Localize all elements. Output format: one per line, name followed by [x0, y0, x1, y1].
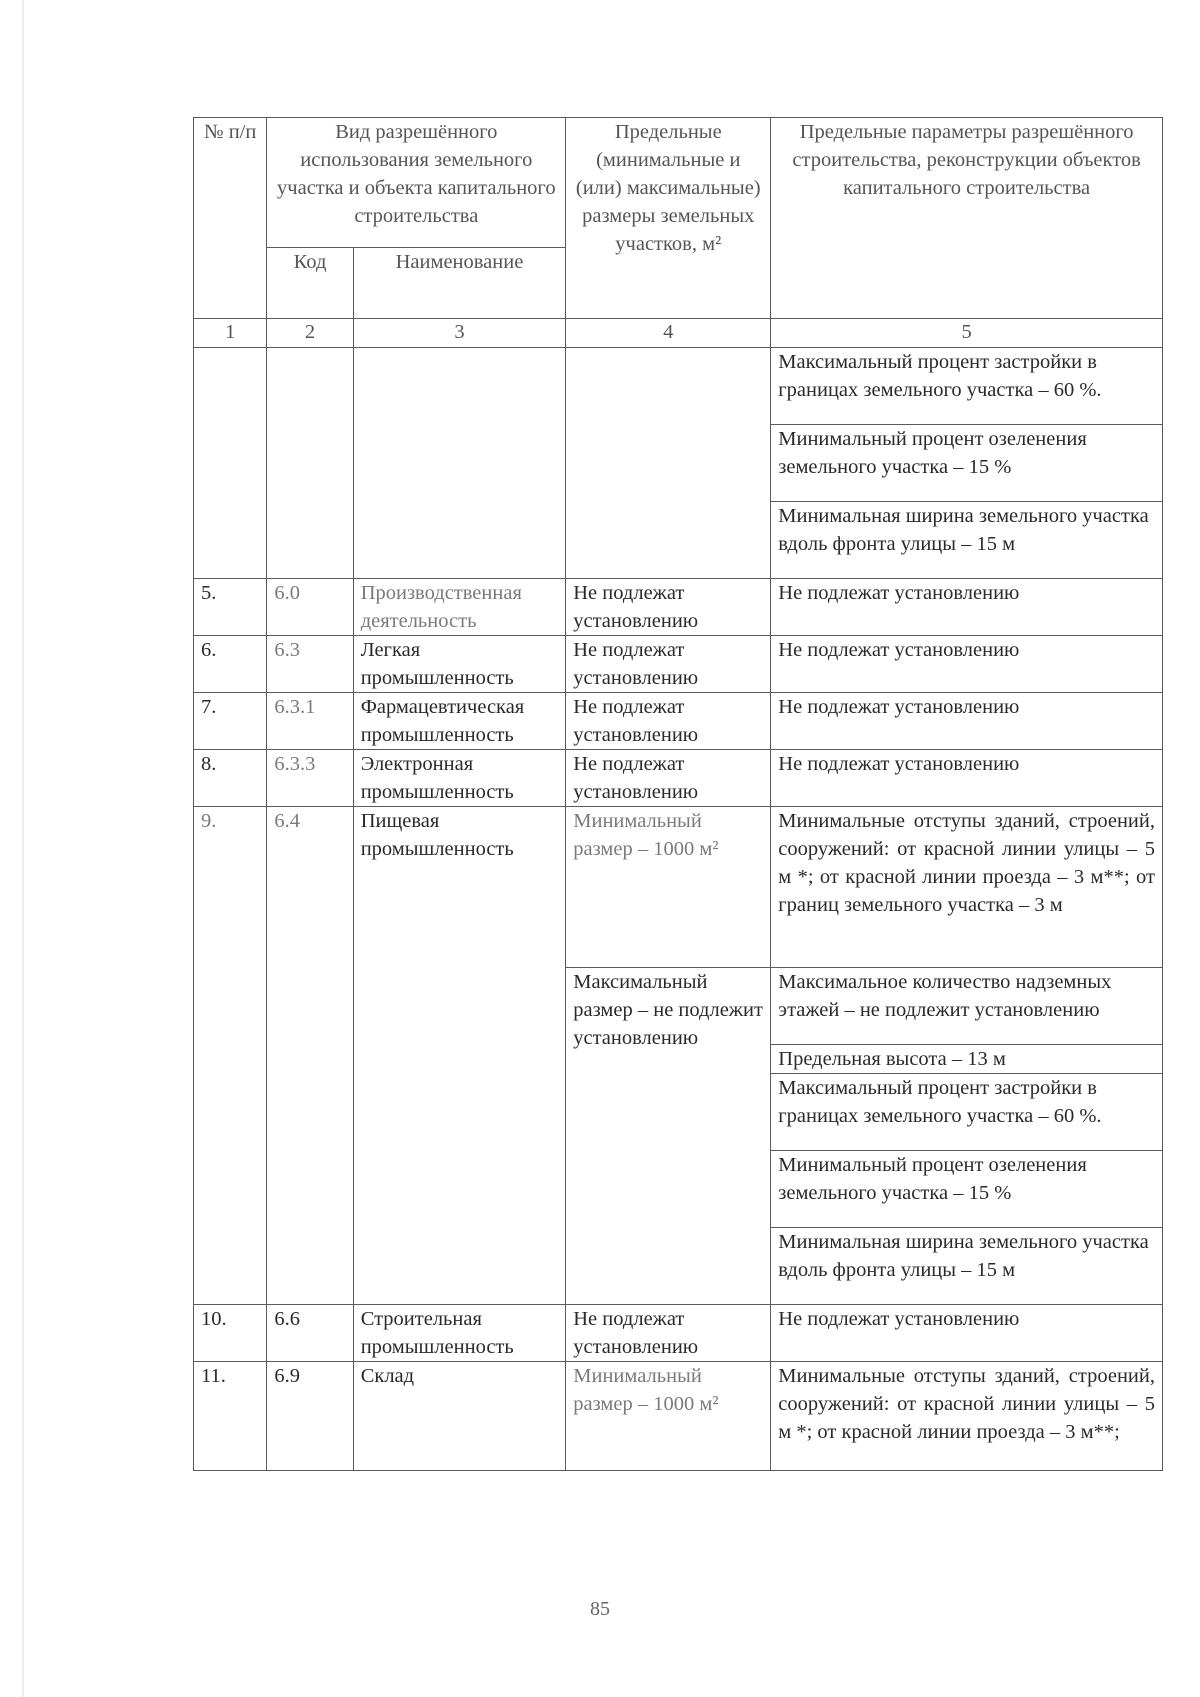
row-param: Не подлежат установлению [771, 1305, 1163, 1362]
param-cell: Минимальные отступы зданий, строений, сооружений: от красной линии улицы – 5 м *; от красной линии проезда – 3 м**; от границ земельного участка – 3 м [771, 807, 1163, 968]
header-construction-params: Предельные параметры разрешённого строительства, реконструкции объектов капитального строительства [771, 118, 1163, 319]
row-number: 6. [194, 636, 267, 693]
table-row [194, 750, 1163, 807]
row-name: Строительная промышленность [353, 1305, 566, 1362]
row-number: 10. [194, 1305, 267, 1362]
column-number-row [194, 319, 1163, 348]
row-size: Не подлежат установлению [566, 750, 771, 807]
row-number: 9. [194, 807, 267, 1305]
cell-empty [353, 348, 566, 579]
row-code: 6.3 [267, 636, 353, 693]
row-name: Легкая промышленность [353, 636, 566, 693]
row-code: 6.4 [267, 807, 353, 1305]
row-size: Минимальный размер – 1000 м² [566, 1362, 771, 1471]
column-number: 4 [566, 319, 771, 348]
header-number: № п/п [194, 118, 267, 319]
table-row [194, 579, 1163, 636]
row-name: Склад [353, 1362, 566, 1471]
row-number: 5. [194, 579, 267, 636]
table-row [194, 348, 1163, 425]
row-code: 6.3.1 [267, 693, 353, 750]
zoning-parameters-table [193, 117, 1163, 1471]
row-number: 11. [194, 1362, 267, 1471]
row-number: 8. [194, 750, 267, 807]
row-size: Не подлежат установлению [566, 693, 771, 750]
row-param: Не подлежат установлению [771, 579, 1163, 636]
table-header-row [194, 118, 1163, 248]
column-number: 5 [771, 319, 1163, 348]
param-cell: Максимальное количество надземных этажей – не подлежит установлению [771, 968, 1163, 1045]
table-row [194, 1305, 1163, 1362]
param-cell: Предельная высота – 13 м [771, 1045, 1163, 1074]
table-row [194, 1362, 1163, 1471]
row-code: 6.0 [267, 579, 353, 636]
table-row [194, 636, 1163, 693]
param-cell: Максимальный процент застройки в границах земельного участка – 60 %. [771, 348, 1163, 425]
column-number: 1 [194, 319, 267, 348]
row-param: Минимальные отступы зданий, строений, сооружений: от красной линии улицы – 5 м *; от красной линии проезда – 3 м**; [771, 1362, 1163, 1471]
row-size: Не подлежат установлению [566, 1305, 771, 1362]
row-param: Не подлежат установлению [771, 693, 1163, 750]
row-size: Не подлежат установлению [566, 579, 771, 636]
row-size: Не подлежат установлению [566, 636, 771, 693]
param-cell: Минимальный процент озеленения земельного участка – 15 % [771, 1151, 1163, 1228]
param-cell: Минимальный процент озеленения земельного участка – 15 % [771, 425, 1163, 502]
column-number: 2 [267, 319, 353, 348]
row-code: 6.3.3 [267, 750, 353, 807]
table-row [194, 807, 1163, 968]
header-name: Наименование [353, 247, 566, 318]
cell-empty [194, 348, 267, 579]
page-number: 85 [590, 1598, 610, 1620]
row-size-max: Максимальный размер – не подлежит установлению [566, 968, 771, 1305]
row-name: Пищевая промышленность [353, 807, 566, 1305]
row-name: Фармацевтическая промышленность [353, 693, 566, 750]
param-cell: Максимальный процент застройки в границах земельного участка – 60 %. [771, 1074, 1163, 1151]
header-plot-sizes: Предельные (минимальные и (или) максимальные) размеры земельных участков, м² [566, 118, 771, 319]
row-name: Электронная промышленность [353, 750, 566, 807]
row-name: Производственная деятельность [353, 579, 566, 636]
column-number: 3 [353, 319, 566, 348]
param-cell: Минимальная ширина земельного участка вдоль фронта улицы – 15 м [771, 1228, 1163, 1305]
row-number: 7. [194, 693, 267, 750]
row-size-min: Минимальный размер – 1000 м² [566, 807, 771, 968]
header-code: Код [267, 247, 353, 318]
table-row [194, 693, 1163, 750]
row-code: 6.6 [267, 1305, 353, 1362]
row-code: 6.9 [267, 1362, 353, 1471]
scan-edge-shadow [22, 0, 24, 1697]
cell-empty [566, 348, 771, 579]
row-param: Не подлежат установлению [771, 636, 1163, 693]
header-permitted-use: Вид разрешённого использования земельного участка и объекта капитального строительства [267, 118, 566, 248]
param-cell: Минимальная ширина земельного участка вдоль фронта улицы – 15 м [771, 502, 1163, 579]
row-param: Не подлежат установлению [771, 750, 1163, 807]
cell-empty [267, 348, 353, 579]
